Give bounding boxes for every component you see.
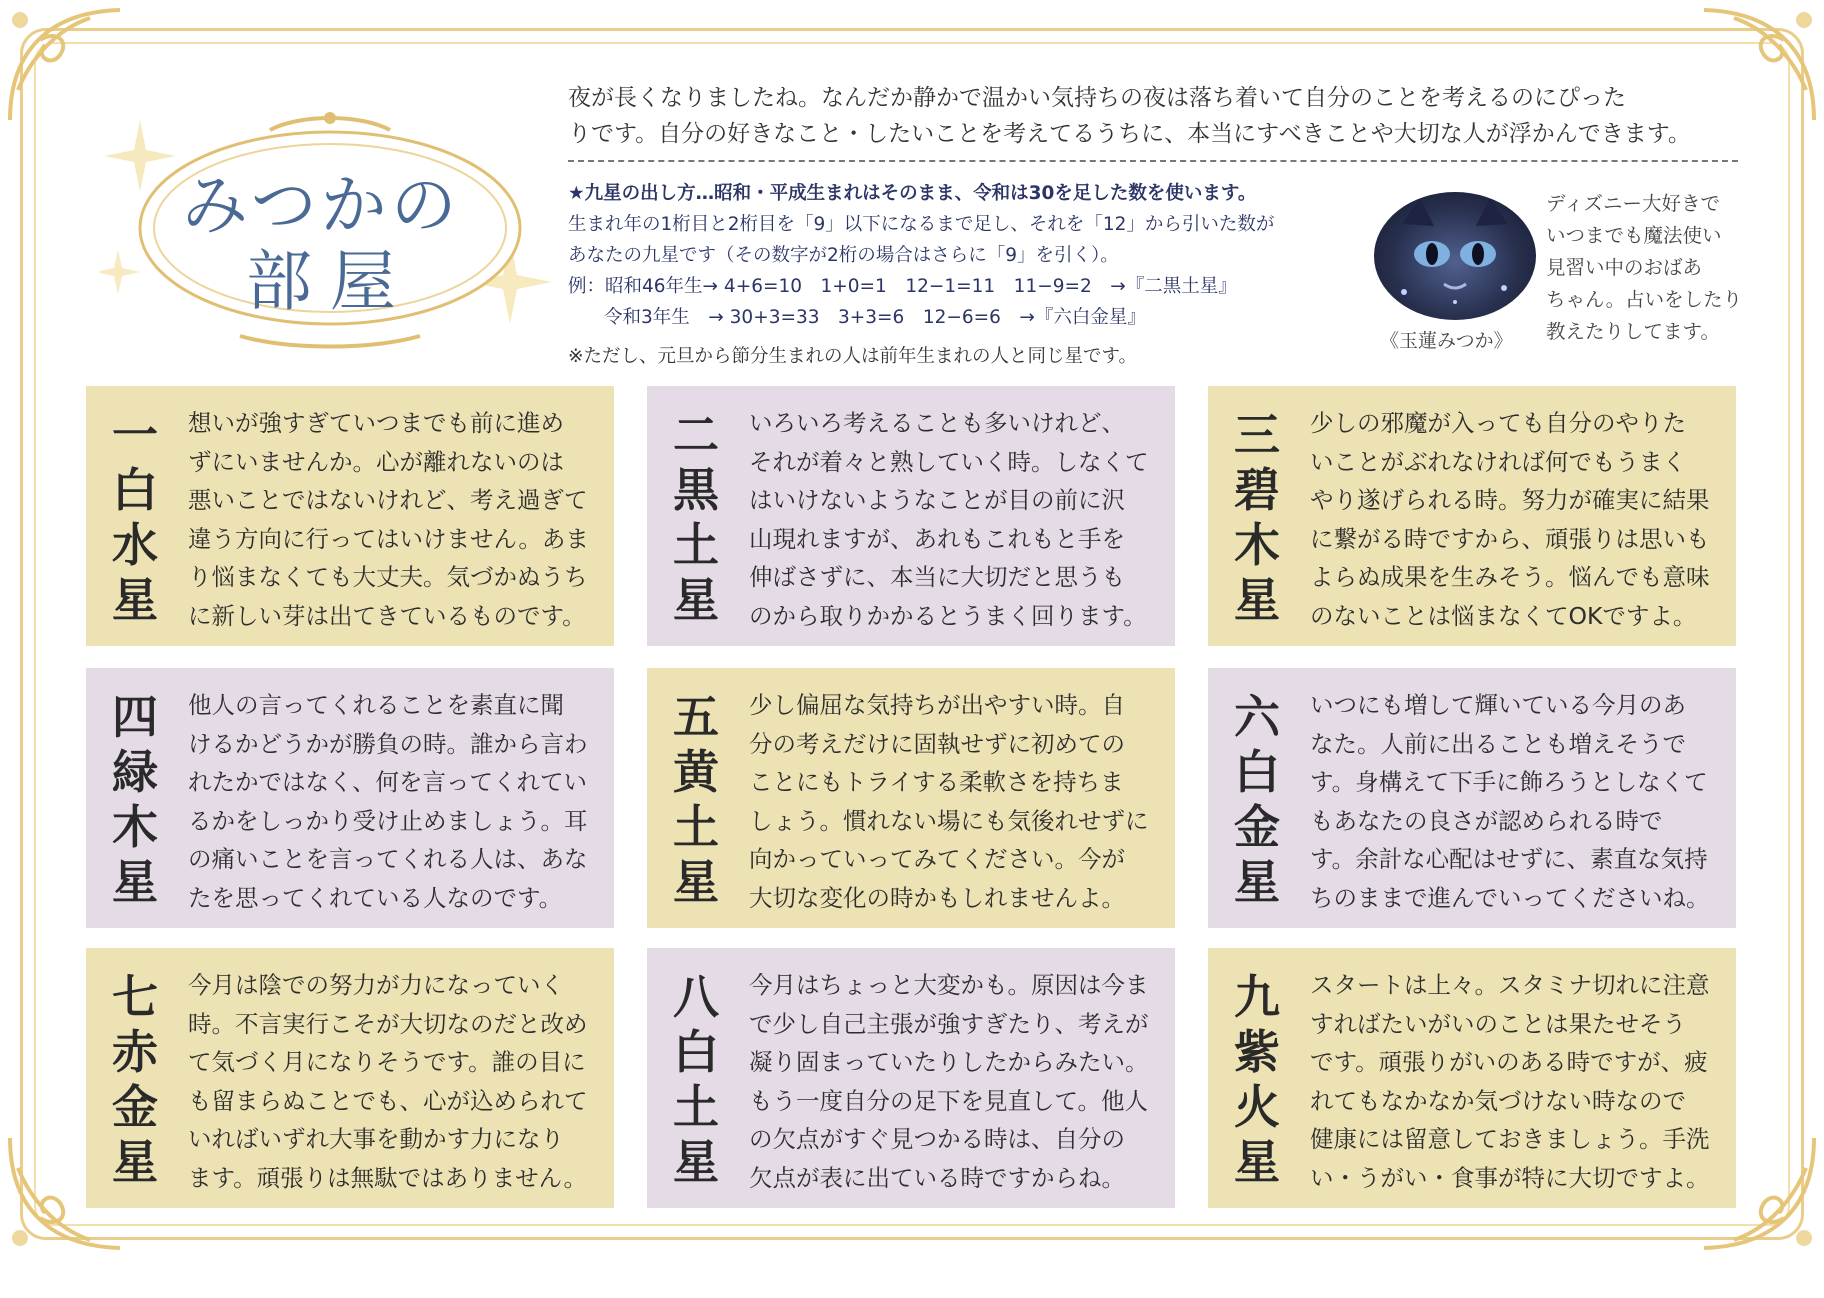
fortune-card-ippaku (86, 386, 614, 646)
fortune-line: いろいろ考えることも多いけれど、 (749, 409, 1125, 437)
fortune-line: 分の考えだけに固執せずに初めての (749, 729, 1125, 758)
star-name: 四緑木星 (112, 690, 158, 909)
fortune-line: て気づく月になりそうです。誰の目に (188, 1048, 586, 1076)
fortune-line: いればいずれ大事を動かす力になり (188, 1125, 564, 1153)
fortune-line: はいけないようなことが目の前に沢 (749, 486, 1125, 514)
fortune-line: それが着々と熟していく時。しなくて (749, 447, 1149, 476)
fortune-line: やり遂げられる時。努力が確実に結果 (1310, 486, 1710, 514)
fortune-card-shichiseki (86, 948, 614, 1208)
fortune-line: 欠点が表に出ている時ですからね。 (749, 1163, 1125, 1192)
bio-line: 見習い中のおばあ (1546, 256, 1703, 279)
fortune-line: です。頑張りがいのある時ですが、疲 (1310, 1048, 1708, 1076)
fortune-text (749, 966, 1159, 1197)
avatar-caption: 《玉蓮みつか》 (1380, 330, 1513, 352)
fortune-line: 今月は陰での努力が力になっていく (188, 971, 564, 999)
fortune-text (188, 966, 598, 1197)
method-line: あなたの九星です（その数字が2桁の場合はさらに「9」を引く）。 (568, 245, 1119, 266)
star-name: 五黄土星 (673, 690, 719, 909)
fortune-card-roppaku (1208, 668, 1736, 928)
intro-text (568, 80, 1738, 152)
star-name: 二黒土星 (673, 408, 719, 627)
fortune-line: いつにも増して輝いている今月のあ (1310, 691, 1686, 719)
fortune-line: ます。頑張りは無駄ではありません。 (188, 1163, 588, 1192)
bio-line: ちゃん。占いをしたり (1546, 288, 1743, 311)
star-name: 七赤金星 (112, 970, 158, 1189)
fortune-line: で少し自己主張が強すぎたり、考えが (749, 1009, 1149, 1038)
fortune-line: よらぬ成果を生みそう。悩んでも意味 (1310, 563, 1710, 591)
fortune-line: 少しの邪魔が入っても自分のやりた (1310, 409, 1686, 437)
divider (568, 160, 1738, 162)
fortune-line: の痛いことを言ってくれる人は、あな (188, 845, 588, 873)
fortune-line: 向かっていってみてください。今が (749, 845, 1125, 873)
profile-bio (1546, 188, 1742, 348)
fortune-line: 健康には留意しておきましょう。手洗 (1310, 1125, 1710, 1153)
fortune-line: スタートは上々。スタミナ切れに注意 (1310, 971, 1710, 999)
fortune-line: もあなたの良さが認められる時で (1310, 806, 1663, 835)
fortune-line: 今月はちょっと大変かも。原因は今ま (749, 971, 1149, 999)
fortune-line: なた。人前に出ることも増えそうで (1310, 729, 1686, 758)
fortune-text (188, 686, 598, 917)
fortune-line: す。余計な心配はせずに、素直な気持 (1310, 845, 1708, 873)
fortune-line: たを思ってくれている人なのです。 (188, 883, 563, 912)
fortune-line: もう一度自分の足下を見直して。他人 (749, 1086, 1149, 1115)
fortune-text (1310, 404, 1720, 635)
fortune-line: に繋がる時ですから、頑張りは思いも (1310, 524, 1710, 553)
fortune-text (749, 686, 1159, 917)
fortune-line: 伸ばさずに、本当に大切だと思うも (749, 563, 1125, 591)
fortune-line: 凝り固まっていたりしたからみたい。 (749, 1048, 1149, 1076)
page-title-sub: 部屋 (246, 243, 414, 320)
fortune-line: けるかどうかが勝負の時。誰から言わ (188, 729, 588, 758)
page-title: みつかの (182, 167, 461, 244)
fortune-card-sanpeki (1208, 386, 1736, 646)
fortune-text (1310, 966, 1720, 1197)
fortune-card-goou (647, 668, 1175, 928)
star-name: 六白金星 (1234, 690, 1280, 909)
fortune-line: す。身構えて下手に飾ろうとしなくて (1310, 768, 1708, 796)
fortune-text (1310, 686, 1720, 917)
bio-line: いつまでも魔法使い (1546, 224, 1722, 247)
fortune-line: 時。不言実行こそが大切なのだと改め (188, 1009, 588, 1038)
fortune-line: 想いが強すぎていつまでも前に進め (188, 409, 564, 437)
fortune-line: ちのままで進んでいってくださいね。 (1310, 883, 1710, 912)
bio-line: ディズニー大好きで (1546, 192, 1720, 215)
fortune-card-shiroku (86, 668, 614, 928)
fortune-line: れてもなかなか気づけない時なので (1310, 1086, 1686, 1115)
star-name: 九紫火星 (1234, 970, 1280, 1189)
fortune-line: しょう。慣れない場にも気後れせずに (749, 806, 1149, 835)
fortune-line: 悪いことではないけれど、考え過ぎて (188, 486, 588, 514)
star-name: 一白水星 (112, 408, 158, 627)
fortune-line: すればたいがいのことは果たせそう (1310, 1009, 1686, 1038)
fortune-line: ことにもトライする柔軟さを持ちま (749, 768, 1124, 796)
intro-line: りです。自分の好きなこと・したいことを考えてるうちに、本当にすべきことや大切な人が浮かんできます。 (568, 121, 1691, 147)
fortune-line: 大切な変化の時かもしれませんよ。 (749, 883, 1125, 912)
fortune-line: の欠点がすぐ見つかる時は、自分の (749, 1125, 1125, 1153)
fortune-text (188, 404, 598, 635)
fortune-line: い・うがい・食事が特に大切ですよ。 (1310, 1163, 1710, 1192)
method-example: 令和3年生 → 30+3=33 3+3=6 12−6=6 →『六白金星』 (604, 307, 1146, 328)
fortune-line: 違う方向に行ってはいけません。あま (188, 524, 589, 553)
star-name: 三碧木星 (1234, 408, 1280, 627)
star-name: 八白土星 (673, 970, 719, 1189)
cat-face-icon (1374, 192, 1536, 320)
fortune-card-jikoku (647, 386, 1175, 646)
fortune-card-kyushi (1208, 948, 1736, 1208)
fortune-line: も留まらぬことでも、心が込められて (188, 1086, 588, 1115)
fortune-line: り悩まなくても大丈夫。気づかぬうち (188, 563, 588, 591)
fortune-line: 少し偏屈な気持ちが出やすい時。自 (749, 691, 1125, 719)
method-section (568, 178, 1368, 333)
fortune-line: るかをしっかり受け止めましょう。耳 (188, 806, 588, 835)
bio-line: 教えたりしてます。 (1546, 320, 1720, 343)
fortune-line: ずにいませんか。心が離れないのは (188, 447, 564, 476)
method-note: ※ただし、元旦から節分生まれの人は前年生まれの人と同じ星です。 (568, 346, 1138, 367)
method-line: ★九星の出し方…昭和・平成生まれはそのまま、令和は30を足した数を使います。 (568, 183, 1257, 204)
method-example: 例：昭和46年生→ 4+6=10 1+0=1 12−1=11 11−9=2 →『二黒土星』 (568, 276, 1237, 297)
fortune-line: 山現れますが、あれもこれもと手を (749, 524, 1125, 553)
fortune-card-happaku (647, 948, 1175, 1208)
fortune-line: のから取りかかるとうまく回ります。 (749, 601, 1147, 630)
fortune-line: れたかではなく、何を言ってくれてい (188, 768, 588, 796)
fortune-line: いことがぶれなければ何でもうまく (1310, 447, 1686, 476)
fortune-line: のないことは悩まなくてOKですよ。 (1310, 601, 1697, 630)
fortune-text (749, 404, 1159, 635)
intro-line: 夜が長くなりましたね。なんだか静かで温かい気持ちの夜は落ち着いて自分のことを考えるのにぴった (568, 85, 1626, 111)
fortune-line: 他人の言ってくれることを素直に聞 (188, 691, 564, 719)
fortune-line: に新しい芽は出てきているものです。 (188, 601, 586, 630)
method-line: 生まれ年の1桁目と2桁目を「9」以下になるまで足し、それを「12」から引いた数が (568, 214, 1275, 235)
avatar (1374, 192, 1536, 320)
